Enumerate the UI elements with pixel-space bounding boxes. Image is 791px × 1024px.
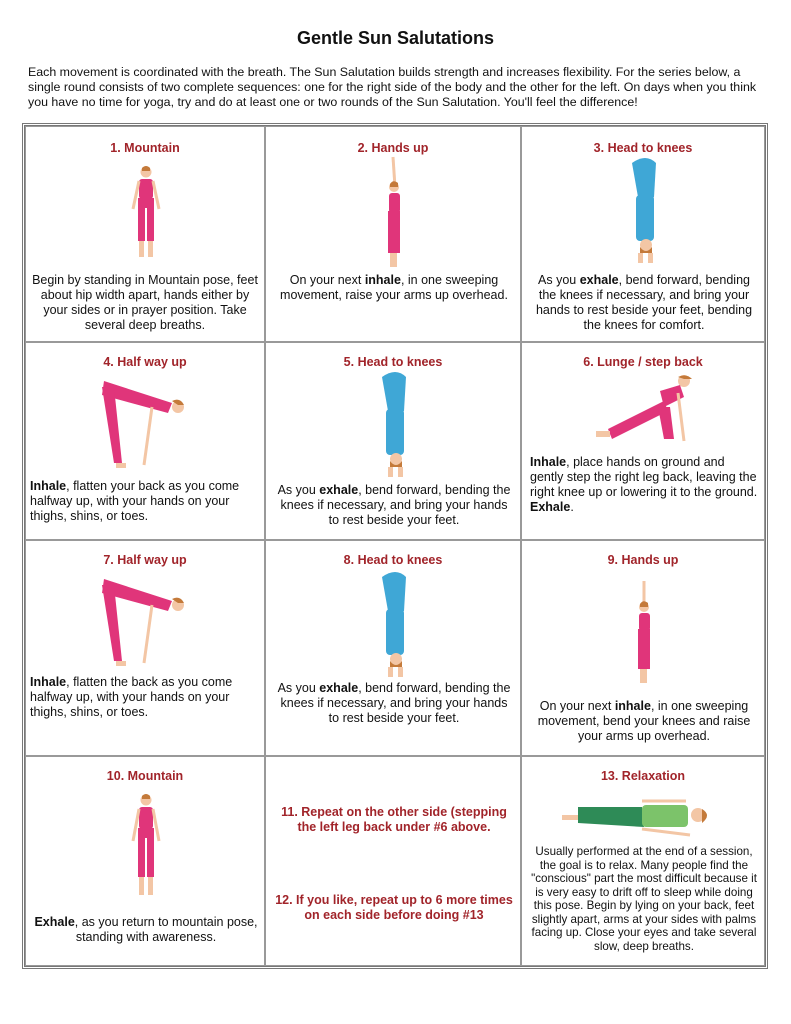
step-title: 4. Half way up <box>103 355 187 369</box>
lunge-figure <box>588 373 708 449</box>
step-description: Usually performed at the end of a session, the goal is to relax. Many people find the "conscious" part the most difficult because it is very easy to drift off to sleep while doing this pose. Begin by lying on your back, feet slightly apart, arms at your sides with palms facing up. Close your eyes and take several slow, deep breaths. <box>531 845 757 953</box>
page-title: Gentle Sun Salutations <box>296 28 495 48</box>
step-title: 10. Mountain <box>106 769 184 783</box>
step-title: 3. Head to knees <box>593 141 693 155</box>
pose-cell-5 <box>265 342 521 540</box>
step-description: Begin by standing in Mountain pose, feet about hip width apart, hands either by your sides or in prayer position. Take several deep breaths. <box>32 273 258 332</box>
standing-pose-figure <box>124 793 168 905</box>
step-title: 1. Mountain <box>110 141 180 155</box>
step-description: Inhale, flatten the back as you come halfway up, with your hands on your thighs, shins, or toes. <box>30 675 233 719</box>
step-description: Exhale, as you return to mountain pose, standing with awareness. <box>34 915 258 944</box>
step-title: 9. Hands up <box>607 553 679 567</box>
pose-grid <box>22 123 768 969</box>
arms-raised-figure <box>380 157 408 271</box>
pose-cell-3 <box>521 126 765 342</box>
step-description: On your next inhale, in one sweeping movement, bend your knees and raise your arms up overhead. <box>537 699 751 743</box>
forward-fold-figure <box>374 571 414 679</box>
step-title: 7. Half way up <box>103 553 187 567</box>
pose-cell-13 <box>521 756 765 966</box>
half-lift-figure <box>92 373 192 473</box>
step-title: 13. Relaxation <box>600 769 686 783</box>
lying-pose-figure <box>562 793 732 839</box>
half-lift-figure <box>92 571 192 671</box>
step-title: 5. Head to knees <box>343 355 443 369</box>
pose-cell-4 <box>25 342 265 540</box>
step-title: 8. Head to knees <box>343 553 443 567</box>
pose-cell-9 <box>521 540 765 756</box>
standing-pose-figure <box>124 165 168 265</box>
pose-cell-8 <box>265 540 521 756</box>
pose-cell-7 <box>25 540 265 756</box>
step-description: As you exhale, bend forward, bending the knees if necessary, and bring your hands to rest beside your feet. <box>277 681 511 725</box>
forward-fold-figure <box>374 371 414 479</box>
pose-cell-6 <box>521 342 765 540</box>
intro-paragraph: Each movement is coordinated with the breath. The Sun Salutation builds strength and increases flexibility. For the series below, a single round consists of two complete sequences: one for the right side of the body and the other for the left. On days when you think you have no time for yoga, try and do at least one or two rounds of the Sun Salutation. You'll feel the difference! <box>28 65 757 109</box>
forward-fold-figure <box>624 157 664 265</box>
repeat-other-side-note: 11. Repeat on the other side (stepping the left leg back under #6 above. <box>281 805 507 834</box>
step-description: Inhale, flatten your back as you come halfway up, with your hands on your thighs, shins, or toes. <box>30 479 240 523</box>
step-description: On your next inhale, in one sweeping movement, raise your arms up overhead. <box>280 273 508 302</box>
pose-cell-1 <box>25 126 265 342</box>
step-description: As you exhale, bend forward, bending the knees if necessary, and bring your hands to rest beside your feet, bending the knees for comfort. <box>535 273 753 332</box>
repeat-rounds-note: 12. If you like, repeat up to 6 more times on each side before doing #13 <box>275 893 513 922</box>
step-title: 6. Lunge / step back <box>583 355 703 369</box>
step-description: As you exhale, bend forward, bending the knees if necessary, and bring your hands to rest beside your feet. <box>277 483 511 527</box>
pose-cell-10 <box>25 756 265 966</box>
step-description: Inhale, place hands on ground and gently step the right leg back, leaving the right knee up or lowering it to the ground. Exhale. <box>530 455 758 514</box>
step-title: 2. Hands up <box>357 141 429 155</box>
arms-raised-figure <box>630 581 658 685</box>
pose-cell-11 <box>265 756 521 966</box>
pose-cell-2 <box>265 126 521 342</box>
